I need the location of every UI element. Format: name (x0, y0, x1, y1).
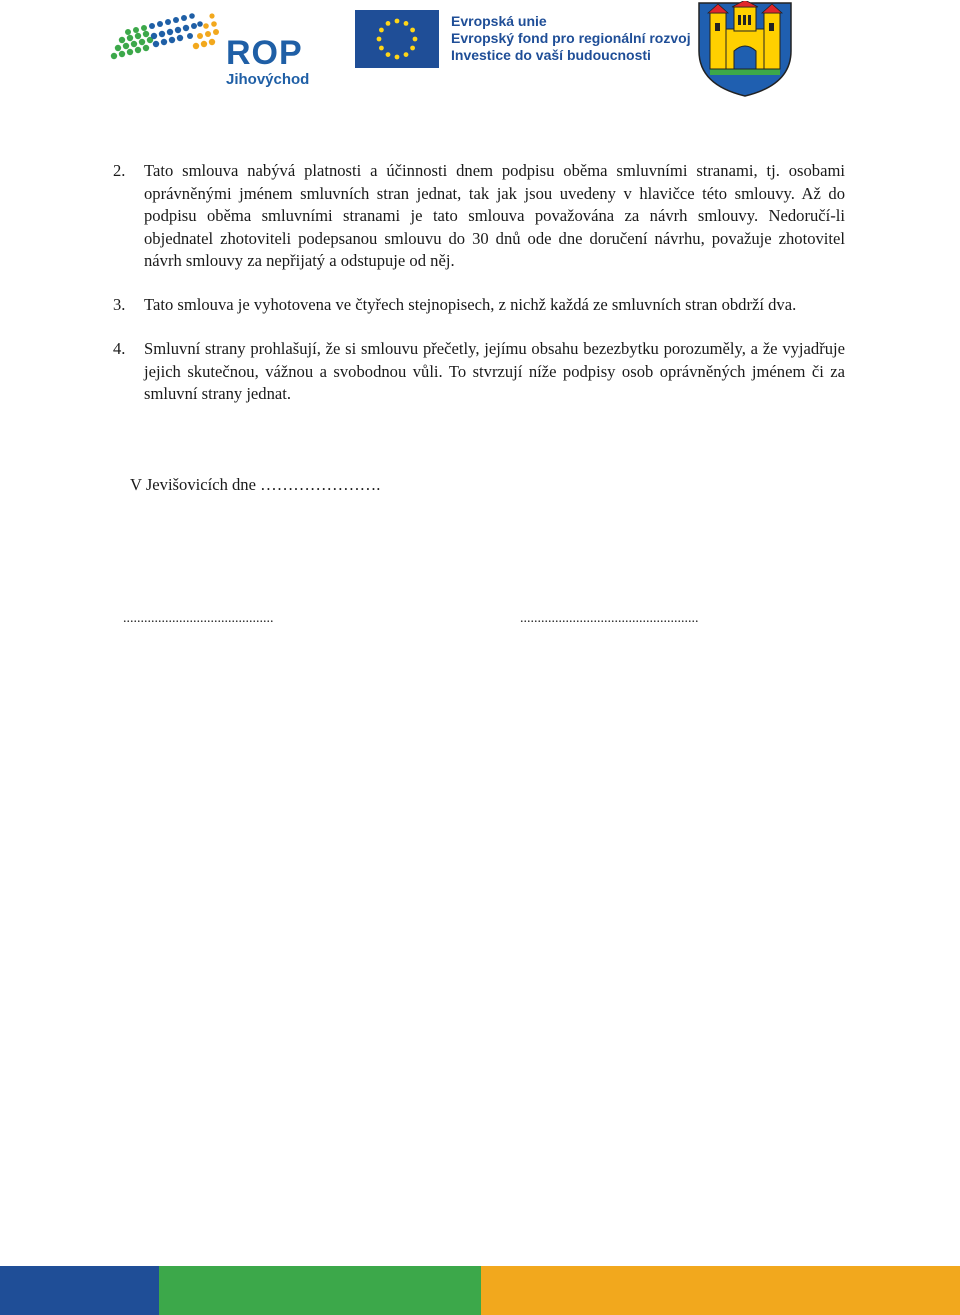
rop-subtitle: Jihovýchod (226, 71, 310, 88)
rop-title: ROP (226, 34, 303, 72)
eu-line-1: Evropská unie (451, 13, 547, 29)
page-header (0, 0, 960, 110)
clause-number: 2. (113, 161, 126, 180)
clause-text: Tato smlouva je vyhotovena ve čtyřech stejnopisech, z nichž každá ze smluvních stran obdrží dva. (144, 294, 797, 314)
footer-bar-orange (481, 1266, 960, 1315)
signature-line-left: ........................................... (123, 611, 274, 626)
eu-flag-icon (355, 10, 439, 68)
footer-bar-green (159, 1266, 481, 1315)
eu-line-3: Investice do vaší budoucnosti (451, 47, 651, 63)
clause-text: Smluvní strany prohlašují, že si smlouvu přečetly, jejímu obsahu bezezbytku porozuměly, a že vyjadřuje jejich skutečnou, vážnou a svobodnou vůli. To stvrzují níže podpisy osob oprávněných jménem či za smluvní strany jednat. (144, 339, 845, 403)
eu-text-block (451, 13, 691, 64)
footer-bar-blue (0, 1266, 159, 1315)
eu-line-2: Evropský fond pro regionální rozvoj (451, 30, 691, 46)
clause-3 (113, 294, 845, 317)
footer-color-bar (0, 1266, 960, 1315)
coat-of-arms-icon (696, 1, 794, 97)
clause-number: 4. (113, 339, 126, 358)
place-and-date: V Jevišovicích dne …………………. (130, 475, 381, 494)
signature-line-right: ................................................... (520, 611, 699, 626)
rop-dots-icon (108, 8, 226, 68)
clause-text: Tato smlouva nabývá platnosti a účinnosti dnem podpisu oběma smluvními stranami, tj. osobami oprávněnými jménem smluvních stran jednat, tak jak jsou uvedeny v hlavičce této smlouvy. Až do podpisu oběma smluvními stranami je tato smlouva považována za návrh smlouvy. Nedoručí-li objednatel zhotoviteli podepsanou smlouvu do 30 dnů ode dne doručení návrhu, považuje zhotovitel návrh smlouvy za nepřijatý a odstupuje od něj. (144, 161, 845, 270)
contract-body (113, 160, 845, 406)
rop-jihovychod-logo (108, 8, 318, 94)
clause-4 (113, 338, 845, 406)
clause-2 (113, 160, 845, 273)
clause-number: 3. (113, 294, 126, 314)
